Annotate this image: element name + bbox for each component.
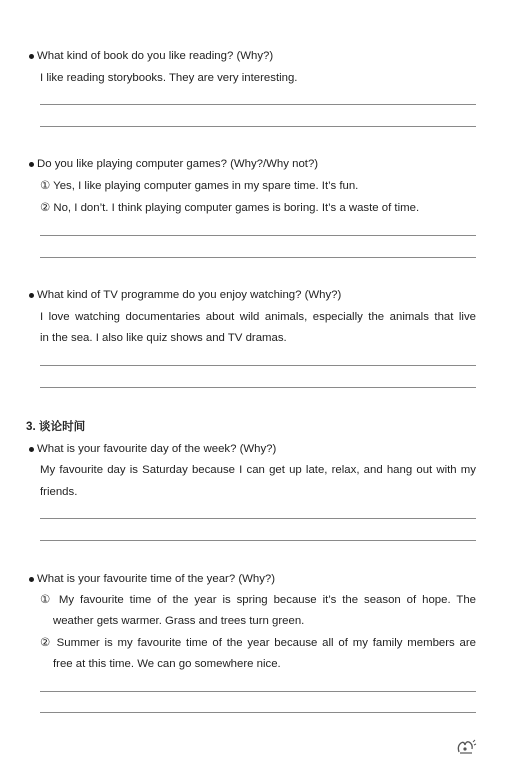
answer-line xyxy=(40,540,476,541)
answer-text: I like reading storybooks. They are very interesting. xyxy=(40,72,298,84)
answer-text: ① My favourite time of the year is spring because it’s the season of hope. The xyxy=(40,594,476,606)
bullet-icon xyxy=(29,577,34,582)
answer-line xyxy=(40,712,476,713)
page-ornament-icon xyxy=(455,738,477,756)
answer-text: I love watching documentaries about wild animals, especially the animals that live xyxy=(40,311,476,323)
answer-line xyxy=(40,235,476,236)
bullet-icon xyxy=(29,162,34,167)
answer-text: in the sea. I also like quiz shows and TV dramas. xyxy=(40,332,287,344)
question-text: What kind of TV programme do you enjoy watching? (Why?) xyxy=(37,289,342,301)
question-text: What is your favourite time of the year? (Why?) xyxy=(37,573,276,585)
answer-text: ① Yes, I like playing computer games in my spare time. It’s fun. xyxy=(40,180,359,192)
answer-text: weather gets warmer. Grass and trees turn green. xyxy=(53,615,305,627)
bullet-icon xyxy=(29,293,34,298)
answer-text: ② No, I don’t. I think playing computer games is boring. It’s a waste of time. xyxy=(40,202,420,214)
answer-line xyxy=(40,365,476,366)
answer-text: free at this time. We can go somewhere nice. xyxy=(53,658,281,670)
answer-text: My favourite day is Saturday because I can get up late, relax, and hang out with my xyxy=(40,464,476,476)
question-text: Do you like playing computer games? (Why?/Why not?) xyxy=(37,158,319,170)
answer-line xyxy=(40,387,476,388)
bullet-icon xyxy=(29,54,34,59)
bullet-icon xyxy=(29,447,34,452)
question-text: What kind of book do you like reading? (Why?) xyxy=(37,50,274,62)
question-text: What is your favourite day of the week? (Why?) xyxy=(37,443,277,455)
section-heading: 3. 谈论时间 xyxy=(26,420,86,433)
answer-line xyxy=(40,691,476,692)
answer-line xyxy=(40,257,476,258)
answer-line xyxy=(40,518,476,519)
answer-text: ② Summer is my favourite time of the year because all of my family members are xyxy=(40,637,476,649)
answer-line xyxy=(40,104,476,105)
answer-text: friends. xyxy=(40,486,78,498)
answer-line xyxy=(40,126,476,127)
